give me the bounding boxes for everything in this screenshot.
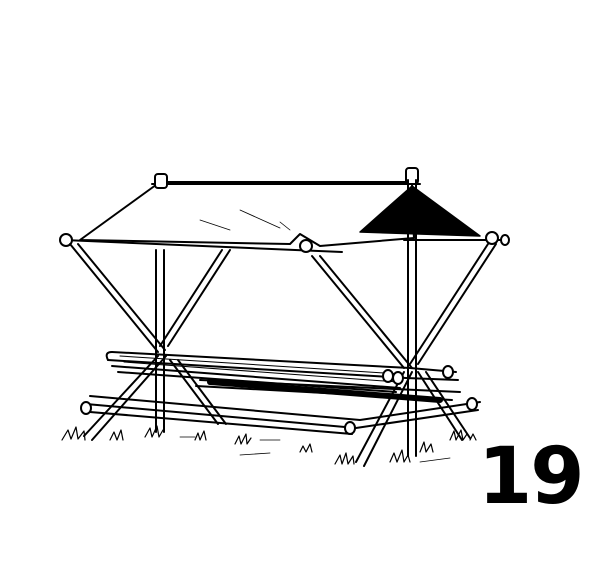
page-number: 19 bbox=[478, 432, 583, 522]
canopy bbox=[80, 182, 480, 246]
grass bbox=[62, 426, 476, 464]
bench bbox=[81, 380, 480, 434]
